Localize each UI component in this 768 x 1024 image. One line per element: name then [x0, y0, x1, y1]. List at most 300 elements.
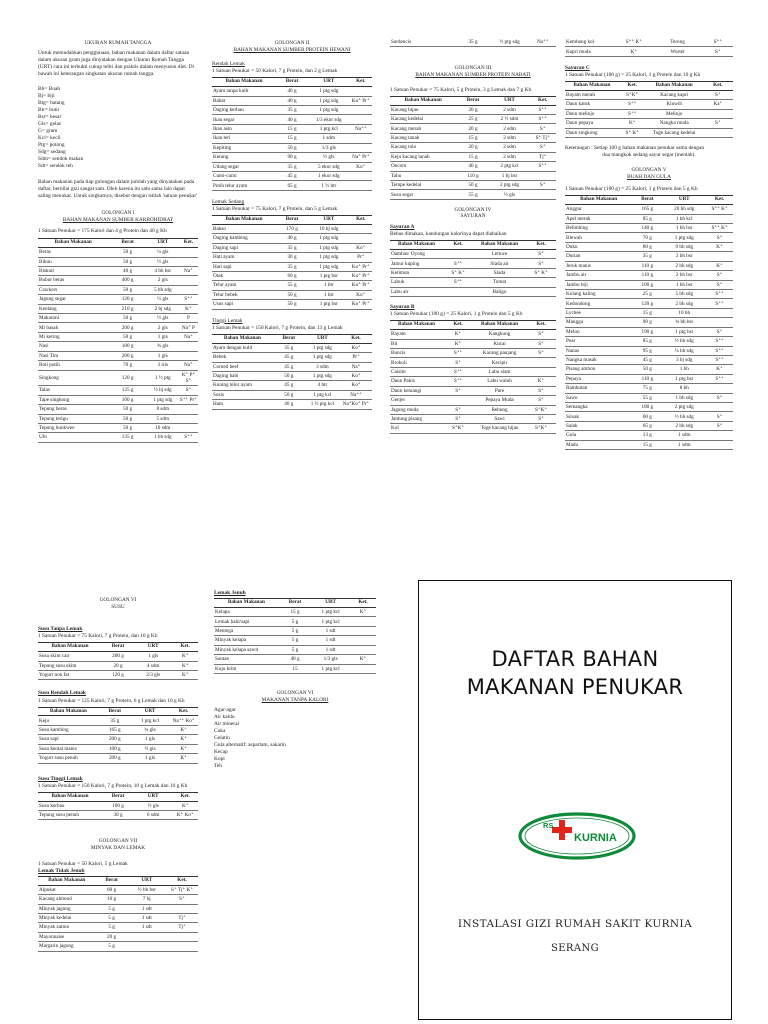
table-cell: 35 g [276, 162, 308, 171]
abbreviation-list [38, 86, 198, 170]
column-header: Berat [102, 792, 134, 801]
table-cell [350, 636, 376, 645]
table-cell: Labu waluh [473, 377, 526, 386]
table-row [212, 181, 372, 190]
table-cell: Daun kemangi [390, 386, 443, 395]
column-header: Ket. [350, 78, 372, 87]
table-cell: Sirsak [565, 412, 632, 421]
table-cell: 10 sdm [147, 423, 179, 432]
table-cell: S⁺⁺ [706, 289, 733, 298]
table-cell: 15 g [279, 607, 311, 616]
institution-name: INSTALASI GIZI RUMAH SAKIT KURNIA [457, 918, 693, 930]
table-cell: 4 btr [305, 381, 340, 390]
table-cell: Kangkung [473, 330, 526, 339]
table-cell: Sawo [565, 393, 632, 402]
table-cell: 200 g [99, 754, 131, 763]
abbreviation-item: Btg= batang [38, 99, 65, 106]
table-cell: Semangka [565, 403, 632, 412]
table-cell: Madu [565, 440, 632, 449]
table-cell: Mentega [214, 626, 279, 635]
sayuran-keterangan: Keterangan : Setiap 100 g bahan makanan penukar sama dengan [565, 144, 705, 151]
table-row [212, 390, 372, 399]
table-cell [128, 932, 166, 941]
table-row [565, 90, 733, 99]
table-row [38, 932, 198, 941]
column-header: Bahan Makanan [38, 792, 102, 801]
table-row [38, 942, 198, 951]
lemak-tidak-jenuh-label: Lemak Tidak Jenuh [38, 867, 85, 874]
table-row [390, 358, 556, 367]
table-row [565, 280, 733, 289]
table-row [214, 636, 376, 645]
table-cell: 20 g [456, 105, 489, 114]
table-cell [350, 115, 372, 124]
table-cell: 45 g [273, 353, 305, 362]
table-cell [443, 287, 473, 296]
table-cell: 1 ptg sdg [308, 253, 350, 262]
table-cell: Keju [38, 716, 99, 725]
column-header: URT [308, 215, 350, 224]
table-cell: Bayam [390, 330, 443, 339]
table-row [390, 330, 556, 339]
table-cell: 1 ptg sdg [305, 343, 340, 352]
abbreviation-item: Sdg= sedang [38, 148, 66, 155]
table-cell: Kerang [212, 153, 276, 162]
table-cell: K⁺ Ko⁺ [172, 811, 198, 820]
table-header-row [38, 239, 198, 248]
table-cell: Apel merah [565, 214, 632, 223]
table-cell: 55 g [632, 393, 662, 402]
table-cell: K⁺ [172, 661, 198, 670]
table-cell: 3 iris [147, 361, 179, 370]
table-cell: 1 bj bsr [490, 171, 530, 180]
table-cell: 2 sdm [490, 143, 530, 152]
table-row [38, 248, 198, 257]
table-cell: 2 sdm [490, 124, 530, 133]
table-row [565, 128, 733, 137]
table-cell: Kacang merah [390, 124, 456, 133]
column-header: Ket. [350, 599, 376, 608]
table-cell: Kacang almond [38, 895, 96, 904]
table-cell: Pisang ambon [565, 365, 632, 374]
table-cell: 25 g [456, 115, 489, 124]
table-cell: 165 g [99, 725, 131, 734]
tanpa-kalori-item: Agar-agar [214, 707, 236, 714]
table-cell: Pepaya Muda [473, 396, 526, 405]
tanpa-kalori-item: Cuka [214, 728, 226, 735]
g6b-title: GOLONGAN VI [276, 689, 314, 696]
table-row [38, 725, 198, 734]
table-cell: Kelapa [214, 607, 279, 616]
abbreviation-item: Sdt= sendok teh [38, 162, 73, 169]
table-cell: Sosis [212, 390, 273, 399]
table-cell: 2 ptg kcl [490, 162, 530, 171]
table-cell: 40 g [279, 655, 311, 664]
g2-tinggi-desc: 1 Satuan Penukar = 150 Kalori, 7 g Protein, dan 13 g Lemak [212, 324, 343, 331]
table-cell: Bakso [212, 224, 276, 233]
column-header: Bahan Makanan [38, 239, 108, 248]
table-cell: Ko⁺ [350, 290, 372, 299]
table-cell: Rambutan [565, 384, 632, 393]
table-cell: 40 g [108, 266, 146, 275]
table-cell: Tepung susu penuh [38, 811, 102, 820]
table-cell: Mayonnaise [38, 932, 96, 941]
table-cell: S⁺ Tj⁺ [529, 133, 556, 142]
g3-title: GOLONGAN III [454, 65, 492, 72]
table-row [390, 414, 556, 423]
table-cell: Ko⁺ [350, 243, 372, 252]
table-row [38, 266, 198, 275]
table-cell: Jagung segar [38, 295, 108, 304]
table-row [565, 261, 733, 270]
table-cell: S⁺ [526, 250, 556, 259]
table-cell: Daging kambing [212, 234, 276, 243]
table-cell: Na⁺⁺ [529, 38, 556, 47]
table-cell: S⁺ [443, 386, 473, 395]
table-row [212, 381, 372, 390]
table-cell: 2 bh bsr [662, 271, 706, 280]
table-cell: S⁺⁺ [619, 109, 646, 118]
table-row [38, 361, 198, 370]
table-cell: 10 bh [662, 308, 706, 317]
susu-tinggi-label: Susu Tinggi Lemak [38, 775, 83, 782]
table-row [38, 414, 198, 423]
sayuran-a-label: Sayuran A [390, 224, 415, 231]
table-row [390, 38, 556, 47]
column-header: Berat [102, 643, 134, 652]
table-cell: Kacang tolo [390, 143, 456, 152]
table-row [212, 371, 372, 380]
table-cell: 35 g [99, 716, 131, 725]
table-header-row [212, 215, 372, 224]
table-cell: 1 ptg sdg [308, 262, 350, 271]
table-cell: 60 g [276, 271, 308, 280]
table-cell: 1 ptg kcl [311, 617, 350, 626]
table-row [212, 343, 372, 352]
table-cell: Sardencis [390, 38, 456, 47]
g1-desc: 1 Satuan Penukar = 175 Kalori dan 4 g Protein dan 40 g Kh [38, 228, 167, 235]
table-cell: 50 g [276, 143, 308, 152]
table-cell: 9 bh sdg [662, 242, 706, 251]
table-row [212, 115, 372, 124]
table-cell: 1 ekor sdg [308, 172, 350, 181]
table-cell: S⁺ [706, 421, 733, 430]
column-protein-hewani [212, 40, 372, 500]
g2-tinggi-label: Tinggi Lemak [212, 317, 243, 324]
table-cell: 1 ½ ptg kcl [305, 400, 340, 409]
table-cell: S⁺⁺ [443, 349, 473, 358]
table-row [390, 162, 556, 171]
table-cell: Mi basah [38, 323, 108, 332]
table-cell: Na⁺⁺ [350, 124, 372, 133]
table-cell: 1 ptg kcl [311, 664, 350, 673]
table-row [38, 754, 198, 763]
column-header: Bahan Makanan [38, 643, 102, 652]
table-cell: Gula [565, 431, 632, 440]
table-cell: 110 g [632, 374, 662, 383]
table-cell: Kol [390, 424, 443, 433]
g6b-subtitle: MAKANAN TANPA KALORI [261, 696, 329, 703]
table-header-row [38, 707, 198, 716]
table-cell: Daun melinjo [565, 109, 619, 118]
table-cell: Jantung pisang [390, 414, 443, 423]
table-cell: S⁺⁺ K⁺ [615, 38, 652, 47]
abbreviation-item: Kcl= kecil [38, 134, 61, 141]
g3-table [390, 96, 556, 200]
table-cell: 190 g [632, 327, 662, 336]
table-cell: S⁺ Tj⁺ K⁺ [166, 885, 198, 894]
table-cell: Kembang kol [565, 38, 615, 47]
ukuran-title: UKURAN RUMAH TANGGA [84, 40, 152, 46]
table-row [212, 87, 372, 96]
table-cell: 1 ptg sdg [305, 371, 340, 380]
table-row [38, 423, 198, 432]
table-cell: 135 g [108, 433, 146, 442]
table-cell: Nangka masak [565, 355, 632, 364]
table-cell: 85 g [632, 214, 662, 223]
table-row [212, 96, 372, 105]
table-cell: 90 g [632, 318, 662, 327]
table-cell: 180 g [632, 403, 662, 412]
table-row [565, 252, 733, 261]
susu-rendah-desc: 1 Satuan Penukar = 125 Kalori, 7 g Protein, 6 g Lemak dan 10 g Kh [38, 697, 185, 704]
abbreviation-item: Sdm= sendok makan [38, 155, 84, 162]
column-header: Ket. [443, 241, 473, 250]
column-protein-nabati-sayuran [390, 38, 556, 498]
table-cell: 1 ½ ptg [147, 370, 179, 386]
table-row [565, 412, 733, 421]
table-cell: Ko⁺ Pr⁺ [350, 96, 372, 105]
table-cell: 2 bh sdg [662, 261, 706, 270]
tanpa-kalori-list [214, 707, 376, 770]
table-row [38, 735, 198, 744]
table-cell: K⁺ [615, 47, 652, 56]
table-cell [179, 405, 198, 414]
table-cell: K⁺ [443, 339, 473, 348]
column-header: URT [308, 78, 350, 87]
table-cell: ¼ gls [147, 248, 179, 257]
table-row [565, 205, 733, 214]
table-cell: 15 [279, 664, 311, 673]
table-cell: Ayam dengan kulit [212, 343, 273, 352]
table-cell: 1 btr [308, 281, 350, 290]
table-cell: Daun pepaya [565, 119, 619, 128]
table-header-row [390, 321, 556, 330]
table-row [390, 268, 556, 277]
table-cell: 6 sdm [134, 811, 172, 820]
table-cell: 50 g [108, 248, 146, 257]
city-name: SERANG [550, 943, 600, 954]
table-cell: S⁺⁺ [443, 278, 473, 287]
table-row [390, 250, 556, 259]
table-cell: Mangga [565, 318, 632, 327]
table-cell [350, 224, 372, 233]
table-cell: 1 gls [147, 332, 179, 341]
table-row [38, 913, 198, 922]
table-cell: 5 sdm [147, 414, 179, 423]
table-cell [706, 214, 733, 223]
table-row [390, 405, 556, 414]
table-cell: S⁺⁺ [529, 162, 556, 171]
table-cell: Tj⁺ [529, 152, 556, 161]
table-cell: ½ bj sdg [147, 386, 179, 395]
table-cell: S⁺K⁺ [526, 424, 556, 433]
column-header: Berat [108, 239, 146, 248]
table-cell: Kecipir [473, 358, 526, 367]
column-header: Ket. [166, 876, 198, 885]
column-header: Bahan Makanan [212, 215, 276, 224]
table-cell: S⁺⁺ [529, 115, 556, 124]
table-cell: 40 g [276, 115, 308, 124]
table-row [38, 276, 198, 285]
table-cell [179, 257, 198, 266]
table-cell: 1 ptg sdg [308, 234, 350, 243]
table-cell: 210 g [108, 304, 146, 313]
table-cell: S⁺ K⁺ [443, 268, 473, 277]
g1-subtitle: BAHAN MAKANAN SUMBER KARBOHIDRAT [62, 216, 174, 223]
table-row [390, 287, 556, 296]
table-cell: Bebek [212, 353, 273, 362]
column-header: URT [490, 96, 530, 105]
table-cell: ½ gls [131, 744, 169, 753]
table-cell: 35 g [276, 106, 308, 115]
table-cell: Na⁺⁺ Ko⁺ [169, 716, 198, 725]
table-row [565, 403, 733, 412]
g2-rendah-desc: 1 Satuan Penukar = 50 Kalori, 7 g Protein, dan 2 g Lemak [212, 68, 338, 75]
table-cell [350, 106, 372, 115]
table-cell: Ko⁺ Pr⁺ [350, 281, 372, 290]
column-header: Bahan Makanan [565, 81, 619, 90]
table-row [38, 332, 198, 341]
table-cell: Lemak babi/sapi [214, 617, 279, 626]
cover-title-line1: DAFTAR BAHAN [491, 647, 659, 671]
column-header: Ket. [172, 643, 198, 652]
table-cell: Wortel [652, 47, 702, 56]
table-cell [526, 278, 556, 287]
table-cell: 80 g [632, 242, 662, 251]
table-cell: 2 bh sdg [662, 421, 706, 430]
tanpa-kalori-item: Kopi [214, 756, 225, 763]
table-row [390, 396, 556, 405]
table-cell: 5 g [96, 942, 128, 951]
g7-subtitle: MINYAK DAN LEMAK [90, 845, 146, 852]
table-cell: 7 bj [128, 895, 166, 904]
table-cell: K⁺ [179, 304, 198, 313]
table-cell: S⁺ [166, 895, 198, 904]
table-cell: 1 ½ btr [308, 181, 350, 190]
column-header: Berat [276, 78, 308, 87]
table-cell: Belimbing [565, 224, 632, 233]
table-cell: 20 g [456, 143, 489, 152]
table-cell: S⁺⁺ [706, 346, 733, 355]
table-row [38, 342, 198, 351]
table-cell: S⁺⁺ [619, 100, 646, 109]
table-cell: 1 ptg kcl [305, 390, 340, 399]
table-cell: 50 g [276, 290, 308, 299]
table-header-row [565, 81, 733, 90]
g5-table [565, 195, 733, 450]
sayuran-a-table [390, 240, 556, 297]
table-cell: 70 g [108, 361, 146, 370]
table-cell: 4 bh bsr [147, 266, 179, 275]
column-header: Ket. [529, 96, 556, 105]
table-cell: K⁺ [169, 735, 198, 744]
table-cell: Jamur kuping [390, 259, 443, 268]
table-row [212, 353, 372, 362]
table-cell: 5 bh sdg [147, 285, 179, 294]
table-row [390, 424, 556, 433]
table-cell [706, 431, 733, 440]
abbreviation-item: G= gram [38, 127, 58, 134]
table-row [38, 257, 198, 266]
susu-tanpa-table [38, 642, 198, 680]
susu-tanpa-desc: 1 Satuan Penukar = 75 Kalori, 7 g Protein, dan 10 g Kh [38, 633, 158, 640]
table-cell: ¼ bh sdg [662, 346, 706, 355]
table-row [212, 243, 372, 252]
table-cell: Ko⁺ [340, 343, 372, 352]
table-row [565, 337, 733, 346]
column-header: Ket. [172, 792, 198, 801]
table-cell: Pare [473, 386, 526, 395]
table-cell: Biskuit [38, 266, 108, 275]
table-cell [166, 932, 198, 941]
table-cell: Slada [473, 268, 526, 277]
table-cell: ½ gls [147, 314, 179, 323]
cover-title-line2: MAKANAN PENUKAR [466, 675, 684, 699]
table-cell: Kluwih [646, 100, 703, 109]
table-row [38, 304, 198, 313]
column-header: Ket. [443, 321, 473, 330]
table-cell [128, 942, 166, 951]
table-row [565, 38, 733, 47]
table-cell: S⁺ K⁺ [619, 128, 646, 137]
table-row [212, 253, 372, 262]
table-row [565, 318, 733, 327]
table-cell: 165 g [632, 205, 662, 214]
table-cell: Brokoli [390, 358, 443, 367]
table-cell: Tahu [390, 171, 456, 180]
table-cell: 2 ½ sdm [490, 115, 530, 124]
table-cell: 45 g [273, 381, 305, 390]
table-cell [350, 172, 372, 181]
table-row [565, 233, 733, 242]
table-cell: Crackers [38, 285, 108, 294]
table-cell: 1 sdm [308, 134, 350, 143]
lemak-tidak-jenuh-table [38, 876, 198, 952]
table-cell: 100 g [99, 744, 131, 753]
table-cell: Tepung hunkwee [38, 423, 108, 432]
table-row [565, 365, 733, 374]
table-cell: 1/3 gls [311, 655, 350, 664]
column-header: URT [128, 876, 166, 885]
table-cell: 110 g [632, 261, 662, 270]
table-cell: 1 sdt [311, 636, 350, 645]
susu-tinggi-desc: 1 Satuan Penukar = 150 Kalori, 7 g Protein, 10 g Lemak dan 10 g Kh [38, 782, 188, 789]
table-row [214, 617, 376, 626]
table-cell: S⁺ [526, 330, 556, 339]
table-cell: 50 g [456, 181, 489, 190]
table-cell [350, 617, 376, 626]
table-cell: Buncis [390, 349, 443, 358]
table-cell: Beras [38, 248, 108, 257]
sayuran-c-desc: 1 Satuan Penukar (100 g) = 25 Kalori, 1 g Protein dan 10 g Kh [565, 71, 701, 78]
table-cell: Bit [390, 339, 443, 348]
table-cell: 20 bh sdg [662, 205, 706, 214]
table-cell: S⁺ [529, 124, 556, 133]
table-cell: S⁺ [526, 414, 556, 423]
g2-continued-table [390, 38, 556, 47]
table-cell [526, 287, 556, 296]
